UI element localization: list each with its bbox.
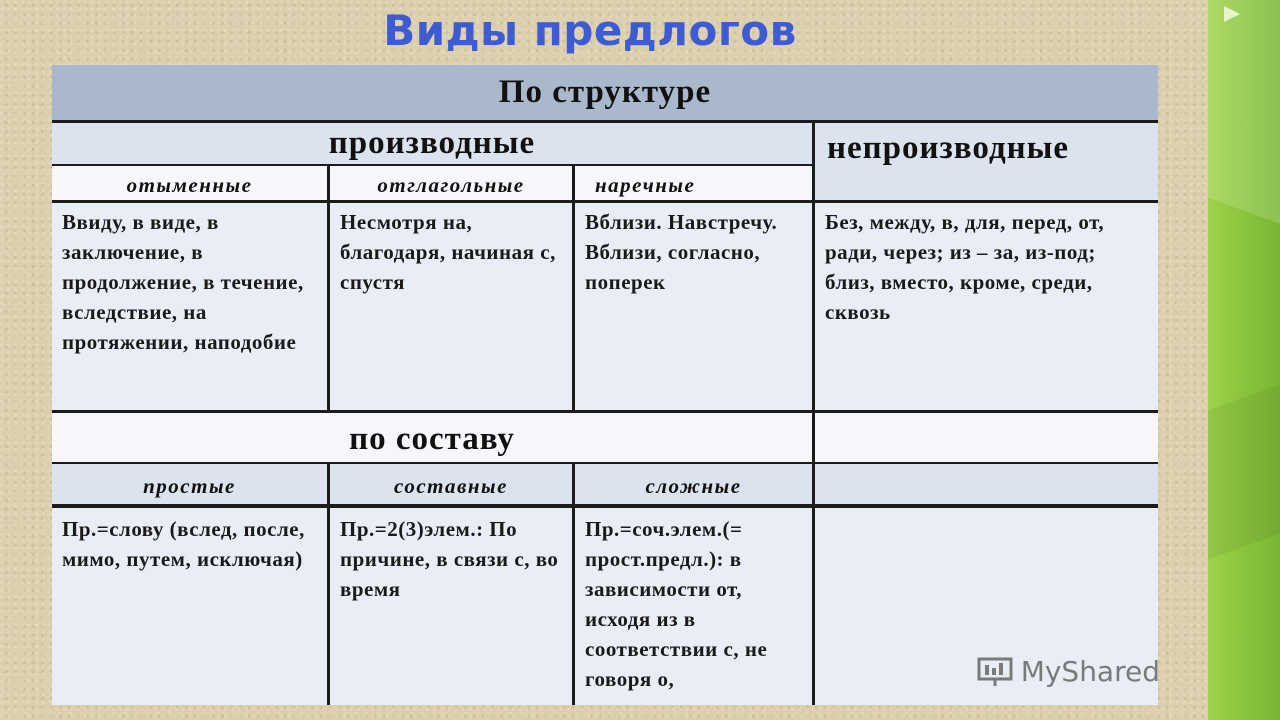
prepositions-table bbox=[52, 65, 1158, 705]
header-structure: По структуре bbox=[52, 65, 1158, 120]
examples-simple: Пр.=слову (вслед, после, мимо, путем, исключая) bbox=[52, 508, 327, 705]
divider bbox=[572, 164, 575, 412]
decorative-side-fold bbox=[1208, 0, 1280, 720]
subtype-simple: простые bbox=[52, 464, 327, 504]
watermark bbox=[977, 655, 1160, 688]
divider bbox=[327, 164, 330, 412]
watermark-text: MyShared bbox=[1020, 655, 1160, 688]
subtype-from-noun: отыменные bbox=[52, 166, 327, 201]
subtype-from-verb: отглагольные bbox=[330, 166, 572, 201]
examples-non-derived: Без, между, в, для, перед, от, ради, через; из – за, из-под; близ, вместо, кроме, среди, сквозь bbox=[815, 203, 1158, 410]
divider bbox=[327, 462, 330, 705]
header-derived: производные bbox=[52, 122, 812, 164]
subtype-complex: сложные bbox=[575, 464, 812, 504]
divider bbox=[52, 164, 812, 166]
divider bbox=[812, 120, 815, 705]
examples-from-noun: Ввиду, в виде, в заключение, в продолжение, в течение, вследствие, на протяжении, наподобие bbox=[52, 203, 327, 410]
examples-complex: Пр.=соч.элем.(= прост.предл.): в зависимости от, исходя из в соответствии с, не говоря о, bbox=[575, 508, 812, 705]
divider bbox=[52, 120, 1158, 123]
subtype-compound: составные bbox=[330, 464, 572, 504]
header-non-derived: непроизводные bbox=[815, 122, 1158, 203]
examples-compound: Пр.=2(3)элем.: По причине, в связи с, во время bbox=[330, 508, 572, 705]
divider bbox=[52, 462, 1158, 464]
examples-from-verb: Несмотря на, благодаря, начиная с, спустя bbox=[330, 203, 572, 410]
presentation-board-icon bbox=[977, 657, 1013, 687]
arrow-icon bbox=[1224, 6, 1240, 22]
divider bbox=[52, 410, 1158, 413]
empty-cell-composition bbox=[815, 412, 1158, 462]
divider bbox=[52, 200, 1158, 203]
header-composition: по составу bbox=[52, 412, 812, 462]
examples-from-adverb: Вблизи. Навстречу. Вблизи, согласно, поперек bbox=[575, 203, 812, 410]
subtype-from-adverb: наречные bbox=[575, 166, 812, 201]
empty-cell-subtypes bbox=[815, 464, 1158, 504]
slide-title: Виды предлогов bbox=[383, 6, 797, 55]
divider bbox=[52, 504, 1158, 508]
divider bbox=[572, 462, 575, 705]
